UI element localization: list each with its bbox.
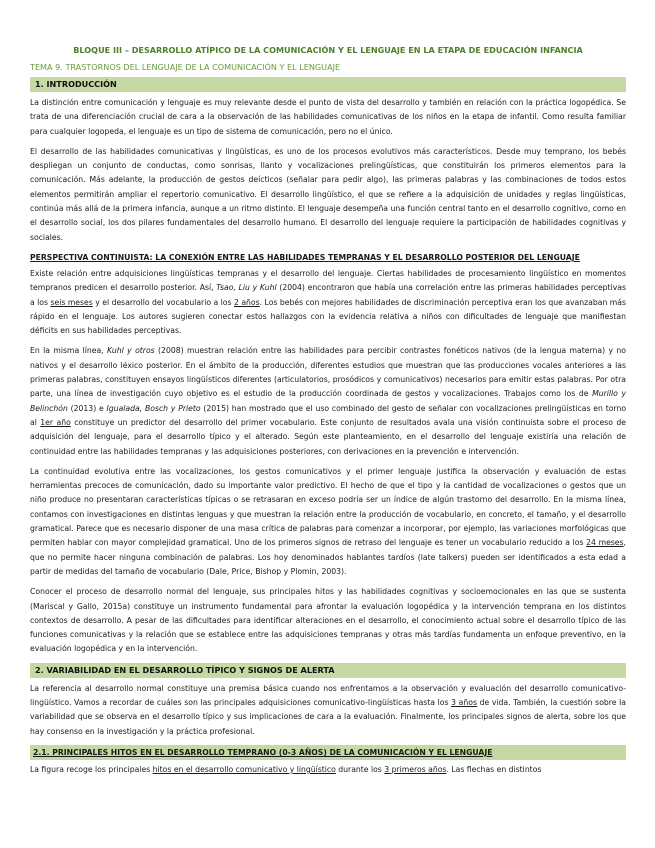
paragraph: La figura recoge los principales hitos en el desarrollo comunicativo y lingüístico durante los 3 primeros años. Las flechas en distintos xyxy=(30,764,542,774)
paragraph: La continuidad evolutiva entre las vocalizaciones, los gestos comunicativos y el primer lenguaje justifica la observación y evaluación de estas herramientas precoces de comunicación, dado su importante valor predictivo. El hecho de que el tipo y la cantidad de vocalizaciones o gestos que un niño produce no presentaran características típicas o se retrasaran en exceso podría ser un índice de algún trastorno del desarrollo. En la misma línea, contamos con investigaciones en distintas lenguas y que muestran la relación entre la producción de vocabulario, en concreto, el tamaño, y el desarrollo gramatical. Parece que es necesario disponer de una masa crítica de palabras para comenzar a incorporar, por ejemplo, las variaciones morfológicas que permiten hablar con mayor complejidad gramatical. Uno de los primeros signos de retraso del lenguaje es tener un vocabulario reducido a los 24 meses, que no permite hacer ninguna combinación de palabras. Los hoy denominados hablantes tardíos (late talkers) pueden ser identificados a esta edad a partir de medidas del tamaño de vocabulario (Dale, Price, Bishop y Plomin, 2003). xyxy=(30,466,626,576)
underlined-term: 2 años xyxy=(233,297,260,307)
subheading-2-1: 2.1. PRINCIPALES HITOS EN EL DESARROLLO TEMPRANO (0-3 AÑOS) DE LA COMUNICACIÓN Y EL LENGUAJE xyxy=(30,745,626,760)
paragraph: El desarrollo de las habilidades comunicativas y lingüísticas, es uno de los procesos evolutivos más característicos. Desde muy temprano, los bebés despliegan un conjunto de conductas, como sonrisas, llanto y vocalizaciones prelingüísticas, que constituirán los primeros elementos para la comunicación. Más adelante, la producción de gestos deícticos (señalar para pedir algo), las primeras palabras y las combinaciones de todos estos elementos permitirán ampliar el repertorio comunicativo. El desarrollo lingüístico, el que se refiere a la adquisición de unidades y reglas lingüísticas, continúa más allá de la primera infancia, aunque a un ritmo distinto. El lenguaje desempeña una función central tanto en el desarrollo cognitivo, como en el desarrollo social, los dos pilares fundamentales del desarrollo humano. El desarrollo del lenguaje requiere la participación de habilidades cognitivas y sociales. xyxy=(30,146,626,242)
underlined-term: 1er año xyxy=(40,417,71,427)
topic-title: TEMA 9. TRASTORNOS DEL LENGUAJE DE LA COMUNICACIÓN Y EL LENGUAJE xyxy=(30,62,341,72)
citation: Murillo y Belinchón xyxy=(30,389,626,413)
citation: Kuhl y otros xyxy=(107,346,155,356)
underlined-term: hitos en el desarrollo comunicativo y lingüístico xyxy=(152,764,336,774)
underlined-term: 24 meses xyxy=(586,538,624,548)
paragraph: La referencia al desarrollo normal constituye una premisa básica cuando nos enfrentamos a la observación y evaluación del desarrollo comunicativo-lingüístico. Vamos a recordar de cuáles son las principales adquisiciones comunicativo-lingüísticas hasta los 3 años de vida. También, la cuestión sobre la variabilidad que se observa en el desarrollo típico y sus implicaciones de cara a la evaluación. Finalmente, los principales signos de alerta, sobre los que hay consenso en la investigación y la práctica profesional. xyxy=(30,683,626,736)
underlined-term: seis meses xyxy=(50,297,93,307)
block-title: BLOQUE III – DESARROLLO ATÍPICO DE LA COMUNICACIÓN Y EL LENGUAJE EN LA ETAPA DE EDUCACIÓN INFANCIA xyxy=(73,45,583,55)
paragraph: Conocer el proceso de desarrollo normal del lenguaje, sus principales hitos y las habilidades cognitivas y socioemocionales en las que se sustenta (Mariscal y Gallo, 2015a) constituye un instrumento fundamental para afrontar la evaluación logopédica y la intervención temprana en los distintos contextos de desarrollo. A pesar de las dificultades para identificar alteraciones en el desarrollo, el conocimiento actual sobre el desarrollo típico de las funciones comunicativas y la relación que se establece entre las adquisiciones tempranas y otras más tardías fundamenta un enfoque preventivo, en la evaluación logopédica y en la intervención. xyxy=(30,587,626,654)
citation: Tsao, Liu y Kuhl xyxy=(216,283,277,293)
section-1-heading: 1. INTRODUCCIÓN xyxy=(30,77,626,92)
paragraph: Existe relación entre adquisiciones lingüísticas tempranas y el desarrollo del lenguaje. Ciertas habilidades de procesamiento lingüístico en momentos tempranos predicen el desarrollo posterior. Así, Tsao, Liu y Kuhl (2004) encontraron que había una correlación entre las primeras habilidades perceptivas a los seis meses y el desarrollo del vocabulario a los 2 años. Los bebés con mejores habilidades de discriminación perceptiva eran los que avanzaban más rápido en el lenguaje. Los autores sugieren conectar estos hallazgos con la evidencia relativa a niños con dificultades de lenguaje que manifiestan déficits en sus habilidades perceptivas. xyxy=(30,268,626,336)
document-page xyxy=(30,0,626,783)
paragraph: En la misma línea, Kuhl y otros (2008) muestran relación entre las habilidades para percibir contrastes fonéticos nativos (de la lengua materna) y no nativos y el desarrollo léxico posterior. En el ámbito de la producción, diferentes estudios que muestran que las producciones vocales anteriores a las primeras palabras, constituyen ensayos lingüísticos diferentes (articulatorios, prosódicos y comunicativos) necesarios para emitir estas palabras. Por otra parte, una línea de investigación cuyo objetivo es el estudio de la producción coordinada de gestos y vocalizaciones. Trabajos como los de Murillo y Belinchón (2013) e Igualada, Bosch y Prieto (2015) han mostrado que el uso combinado del gesto de señalar con vocalizaciones prelingüísticas en torno al 1er año constituye un predictor del desarrollo del primer vocabulario. Este conjunto de resultados avala una visión continuista sobre el proceso de adquisición del lenguaje, para el desarrollo típico y el alterado. Según este planteamiento, en el desarrollo del lenguaje existiría una relación de continuidad entre las habilidades tempranas y las adquisiciones posteriores, con derivaciones en la prevención e intervención. xyxy=(30,346,627,456)
subheading-perspectiva-continuista: PERSPECTIVA CONTINUISTA: LA CONEXIÓN ENTRE LAS HABILIDADES TEMPRANAS Y EL DESARROLLO POSTERIOR DEL LENGUAJE xyxy=(30,252,580,262)
underlined-term: 3 primeros años xyxy=(384,764,447,774)
underlined-term: 3 años xyxy=(451,697,477,707)
paragraph: La distinción entre comunicación y lenguaje es muy relevante desde el punto de vista del desarrollo y también en relación con la práctica logopédica. Se trata de una diferenciación crucial de cara a la observación de las habilidades comunicativas de los niños en la etapa de infantil. Como resulta familiar para cualquier logopeda, el lenguaje es un tipo de sistema de comunicación, pero no el único. xyxy=(30,98,626,136)
section-2-heading: 2. VARIABILIDAD EN EL DESARROLLO TÍPICO Y SIGNOS DE ALERTA xyxy=(30,663,626,678)
citation: Igualada, Bosch y Prieto xyxy=(106,403,201,413)
